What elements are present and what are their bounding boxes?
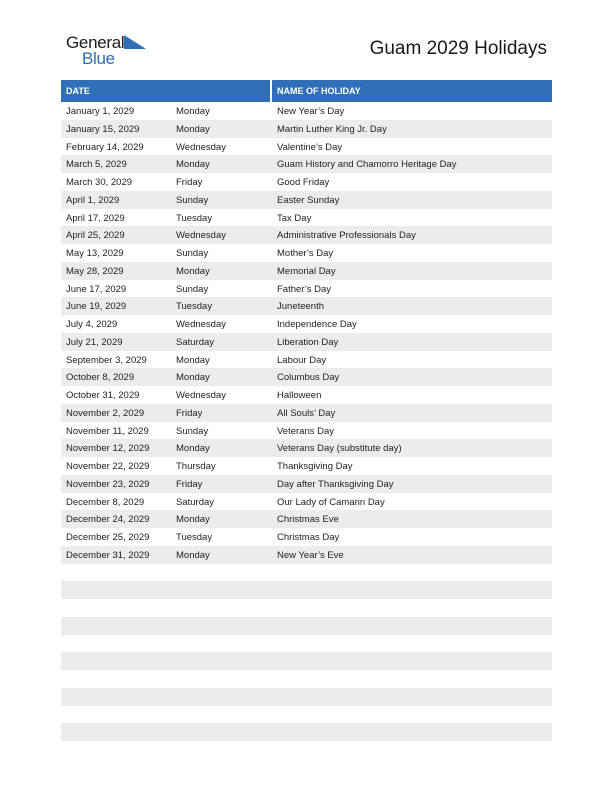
cell-date: November 11, 2029: [66, 425, 149, 437]
cell-date: October 31, 2029: [66, 390, 140, 401]
cell-holiday-name: New Year’s Eve: [277, 549, 344, 561]
cell-date: December 24, 2029: [66, 514, 150, 526]
cell-holiday-name: New Year’s Day: [277, 106, 345, 117]
cell-weekday: Monday: [176, 265, 210, 277]
table-row: [61, 297, 552, 315]
cell-weekday: Wednesday: [176, 390, 226, 401]
table-row: [61, 652, 552, 670]
logo-triangle-icon: [124, 35, 146, 51]
header-holiday-name: NAME OF HOLIDAY: [277, 86, 361, 96]
cell-date: March 30, 2029: [66, 177, 133, 188]
table-row: [61, 191, 552, 209]
brand-logo: [66, 33, 156, 69]
table-row: [61, 386, 552, 404]
cell-holiday-name: Administrative Professionals Day: [277, 230, 416, 242]
cell-weekday: Tuesday: [176, 212, 213, 224]
cell-holiday-name: Valentine’s Day: [277, 141, 343, 153]
cell-weekday: Monday: [176, 372, 210, 384]
table-row: [61, 706, 552, 724]
table-row: [61, 226, 552, 244]
table-row: [61, 617, 552, 635]
cell-weekday: Sunday: [176, 283, 209, 295]
cell-weekday: Wednesday: [176, 319, 226, 330]
cell-date: December 8, 2029: [66, 496, 145, 508]
table-row: [61, 422, 552, 440]
table-row: [61, 102, 552, 120]
cell-holiday-name: Christmas Day: [277, 532, 340, 543]
table-row: [61, 546, 552, 564]
header-divider: [270, 80, 272, 102]
cell-holiday-name: Labour Day: [277, 354, 327, 366]
table-row: [61, 688, 552, 706]
cell-holiday-name: Father’s Day: [277, 283, 332, 295]
cell-holiday-name: Juneteenth: [277, 301, 325, 313]
cell-weekday: Tuesday: [176, 301, 213, 313]
cell-holiday-name: Independence Day: [277, 319, 357, 330]
table-row: [61, 120, 552, 138]
table-row: [61, 155, 552, 173]
cell-weekday: Sunday: [176, 425, 209, 437]
cell-holiday-name: Tax Day: [277, 212, 312, 224]
table-row: [61, 493, 552, 511]
table-body: [61, 102, 552, 741]
cell-weekday: Monday: [176, 354, 210, 366]
table-row: [61, 351, 552, 369]
table-row: [61, 138, 552, 156]
cell-weekday: Monday: [176, 549, 210, 561]
cell-weekday: Friday: [176, 407, 203, 419]
cell-weekday: Friday: [176, 478, 203, 490]
cell-weekday: Thursday: [176, 461, 216, 472]
table-row: [61, 244, 552, 262]
table-row: [61, 581, 552, 599]
cell-date: July 21, 2029: [66, 336, 123, 348]
table-row: [61, 209, 552, 227]
cell-weekday: Monday: [176, 106, 210, 117]
cell-holiday-name: Thanksgiving Day: [277, 461, 353, 472]
cell-date: November 12, 2029: [66, 443, 150, 455]
table-row: [61, 510, 552, 528]
table-row: [61, 368, 552, 386]
table-row: [61, 280, 552, 298]
cell-date: September 3, 2029: [66, 354, 147, 366]
cell-date: December 25, 2029: [66, 532, 150, 543]
cell-weekday: Tuesday: [176, 532, 213, 543]
cell-date: November 23, 2029: [66, 478, 150, 490]
cell-holiday-name: Our Lady of Camarin Day: [277, 496, 385, 508]
cell-date: July 4, 2029: [66, 319, 118, 330]
table-header: [61, 80, 552, 102]
cell-holiday-name: All Souls’ Day: [277, 407, 336, 419]
cell-holiday-name: Good Friday: [277, 177, 330, 188]
table-row: [61, 315, 552, 333]
cell-holiday-name: Veterans Day (substitute day): [277, 443, 402, 455]
cell-date: April 17, 2029: [66, 212, 125, 224]
table-row: [61, 635, 552, 653]
cell-date: June 19, 2029: [66, 301, 127, 313]
cell-weekday: Monday: [176, 159, 210, 171]
cell-weekday: Wednesday: [176, 141, 226, 153]
cell-holiday-name: Christmas Eve: [277, 514, 339, 526]
cell-date: February 14, 2029: [66, 141, 144, 153]
cell-date: May 28, 2029: [66, 265, 124, 277]
cell-holiday-name: Day after Thanksgiving Day: [277, 478, 394, 490]
table-row: [61, 723, 552, 741]
table-row: [61, 262, 552, 280]
cell-weekday: Monday: [176, 443, 210, 455]
page-title: Guam 2029 Holidays: [369, 38, 547, 59]
cell-date: January 15, 2029: [66, 123, 140, 135]
cell-holiday-name: Easter Sunday: [277, 194, 340, 206]
cell-holiday-name: Guam History and Chamorro Heritage Day: [277, 159, 457, 171]
cell-date: June 17, 2029: [66, 283, 127, 295]
cell-holiday-name: Columbus Day: [277, 372, 340, 384]
cell-date: December 31, 2029: [66, 549, 150, 561]
cell-holiday-name: Memorial Day: [277, 265, 336, 277]
cell-date: November 2, 2029: [66, 407, 145, 419]
table-row: [61, 670, 552, 688]
cell-holiday-name: Liberation Day: [277, 336, 339, 348]
logo-word-blue: Blue: [82, 49, 115, 68]
table-row: [61, 528, 552, 546]
holiday-table: [61, 80, 552, 741]
cell-date: May 13, 2029: [66, 248, 124, 259]
cell-date: April 25, 2029: [66, 230, 125, 242]
table-row: [61, 564, 552, 582]
table-row: [61, 599, 552, 617]
cell-holiday-name: Martin Luther King Jr. Day: [277, 123, 387, 135]
table-row: [61, 173, 552, 191]
cell-weekday: Saturday: [176, 496, 215, 508]
table-row: [61, 457, 552, 475]
cell-date: October 8, 2029: [66, 372, 135, 384]
cell-weekday: Wednesday: [176, 230, 226, 242]
cell-date: November 22, 2029: [66, 461, 150, 472]
cell-weekday: Monday: [176, 514, 210, 526]
cell-weekday: Friday: [176, 177, 203, 188]
table-row: [61, 439, 552, 457]
table-row: [61, 475, 552, 493]
cell-weekday: Sunday: [176, 248, 209, 259]
cell-date: January 1, 2029: [66, 106, 135, 117]
logo-word-general: General: [66, 33, 125, 52]
cell-holiday-name: Halloween: [277, 390, 322, 401]
cell-date: March 5, 2029: [66, 159, 127, 171]
cell-date: April 1, 2029: [66, 194, 120, 206]
table-row: [61, 333, 552, 351]
header-date: DATE: [66, 86, 90, 96]
cell-weekday: Saturday: [176, 336, 215, 348]
cell-holiday-name: Mother’s Day: [277, 248, 334, 259]
cell-weekday: Monday: [176, 123, 210, 135]
cell-holiday-name: Veterans Day: [277, 425, 335, 437]
cell-weekday: Sunday: [176, 194, 209, 206]
table-row: [61, 404, 552, 422]
